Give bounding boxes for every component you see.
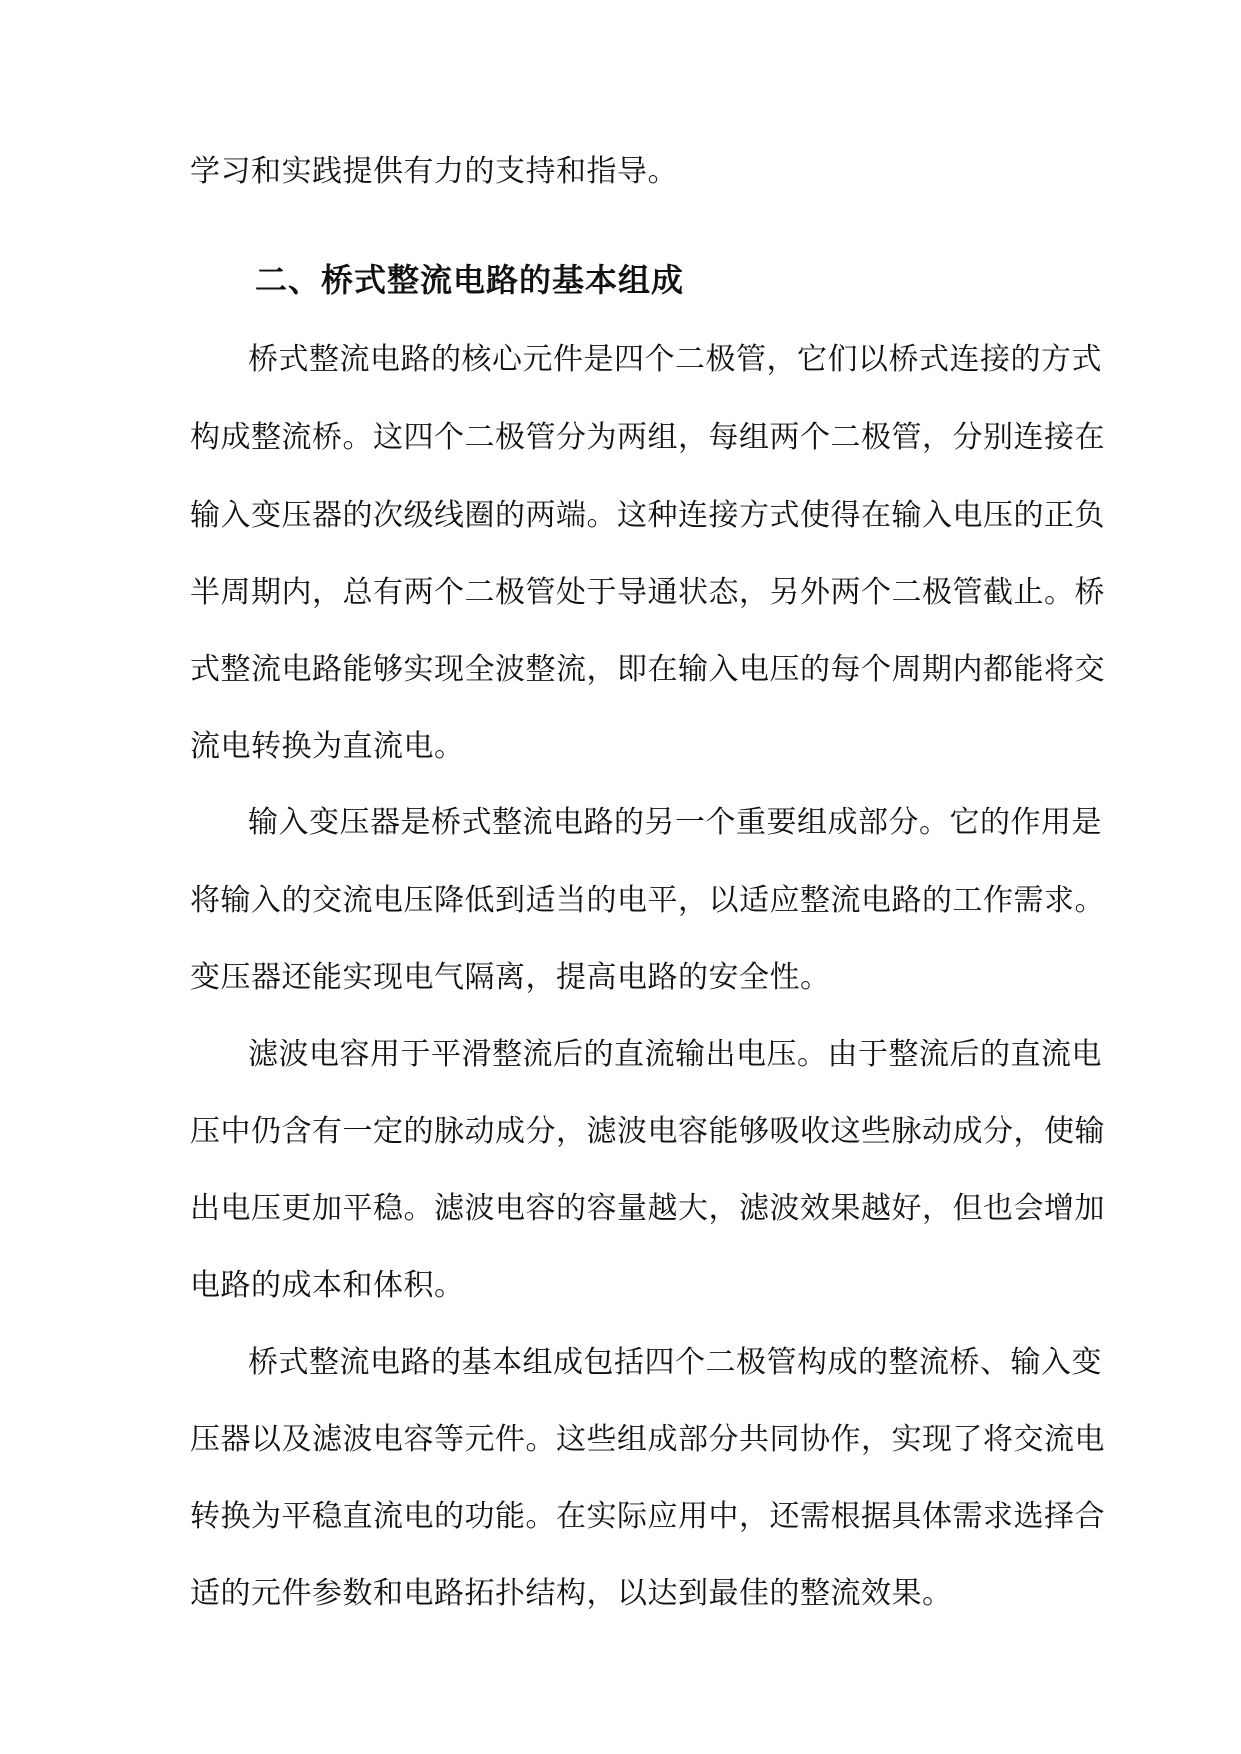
paragraph-line: 半周期内，总有两个二极管处于导通状态，另外两个二极管截止。桥 xyxy=(190,575,1105,610)
paragraph-line: 转换为平稳直流电的功能。在实际应用中，还需根据具体需求选择合 xyxy=(190,1499,1105,1534)
paragraph-line: 输入变压器是桥式整流电路的另一个重要组成部分。它的作用是 xyxy=(248,805,1102,840)
paragraph-line: 压器以及滤波电容等元件。这些组成部分共同协作，实现了将交流电 xyxy=(190,1422,1105,1457)
paragraph-line: 电路的成本和体积。 xyxy=(190,1268,465,1303)
continuation-text: 学习和实践提供有力的支持和指导。 xyxy=(190,154,678,189)
paragraph-line: 压中仍含有一定的脉动成分，滤波电容能够吸收这些脉动成分，使输 xyxy=(190,1114,1105,1149)
paragraph-line: 构成整流桥。这四个二极管分为两组，每组两个二极管，分别连接在 xyxy=(190,420,1105,455)
paragraph-line: 变压器还能实现电气隔离，提高电路的安全性。 xyxy=(190,960,831,995)
paragraph-line: 滤波电容用于平滑整流后的直流输出电压。由于整流后的直流电 xyxy=(248,1037,1102,1072)
paragraph-line: 适的元件参数和电路拓扑结构，以达到最佳的整流效果。 xyxy=(190,1576,953,1611)
paragraph-line: 流电转换为直流电。 xyxy=(190,729,465,764)
paragraph-line: 将输入的交流电压降低到适当的电平，以适应整流电路的工作需求。 xyxy=(190,883,1105,918)
paragraph-line: 输入变压器的次级线圈的两端。这种连接方式使得在输入电压的正负 xyxy=(190,498,1105,533)
paragraph-line: 桥式整流电路的基本组成包括四个二极管构成的整流桥、输入变 xyxy=(248,1345,1102,1380)
paragraph-line: 出电压更加平稳。滤波电容的容量越大，滤波效果越好，但也会增加 xyxy=(190,1191,1105,1226)
paragraph-line: 桥式整流电路的核心元件是四个二极管，它们以桥式连接的方式 xyxy=(248,342,1102,377)
section-heading: 二、桥式整流电路的基本组成 xyxy=(255,261,685,299)
paragraph-line: 式整流电路能够实现全波整流，即在输入电压的每个周期内都能将交 xyxy=(190,652,1105,687)
